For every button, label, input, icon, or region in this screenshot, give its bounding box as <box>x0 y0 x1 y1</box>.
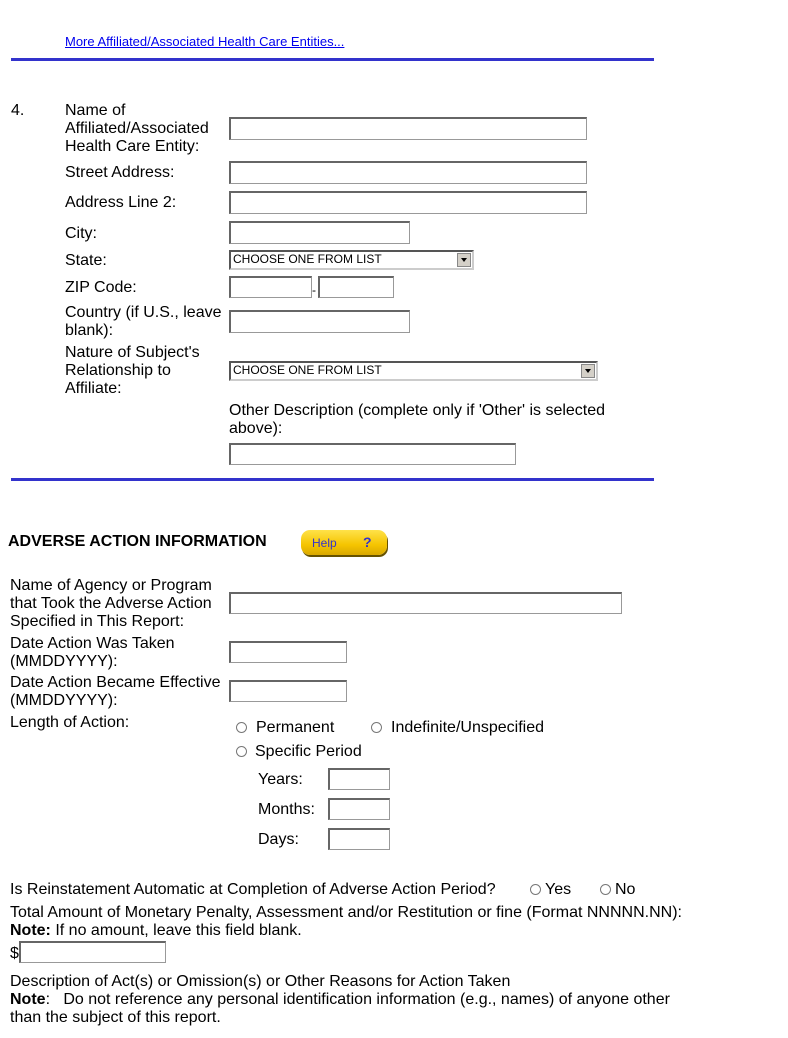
reinstatement-label: Is Reinstatement Automatic at Completion of Adverse Action Period? <box>10 881 496 898</box>
note-text: If no amount, leave this field blank. <box>50 922 302 939</box>
note-label: Note <box>10 991 46 1008</box>
note-text: : Do not reference any personal identification information (e.g., names) of anyone other than the subject of this report. <box>10 991 675 1026</box>
nature-label: Nature of Subject's Relationship to Affiliate: <box>65 344 200 397</box>
other-description-label: Other Description (complete only if 'Other' is selected above): <box>229 402 606 437</box>
nature-select[interactable] <box>229 361 598 381</box>
date-effective-input[interactable] <box>229 680 347 702</box>
address2-input[interactable] <box>229 191 587 214</box>
date-taken-label: Date Action Was Taken (MMDDYYYY): <box>10 635 175 670</box>
permanent-label: Permanent <box>256 719 335 736</box>
reinstatement-yes-radio[interactable] <box>530 884 541 895</box>
agency-input[interactable] <box>229 592 622 614</box>
zip-separator: - <box>312 283 316 297</box>
length-label: Length of Action: <box>10 714 130 731</box>
street-input[interactable] <box>229 161 587 184</box>
help-button[interactable] <box>301 530 387 555</box>
date-effective-label: Date Action Became Effective (MMDDYYYY): <box>10 674 221 709</box>
no-label: No <box>615 881 636 898</box>
zip-label: ZIP Code: <box>65 279 137 296</box>
section-heading: ADVERSE ACTION INFORMATION <box>8 533 267 550</box>
other-description-input[interactable] <box>229 443 516 465</box>
state-value: CHOOSE ONE FROM LIST <box>233 252 382 266</box>
penalty-input[interactable] <box>19 941 166 963</box>
city-input[interactable] <box>229 221 410 244</box>
years-input[interactable] <box>328 768 390 790</box>
entity-name-label: Name of Affiliated/Associated Health Care Entity: <box>65 102 209 155</box>
penalty-label: Total Amount of Monetary Penalty, Assessment and/or Restitution or fine (Format NNNNN.NN): <box>10 904 682 921</box>
divider <box>11 58 654 61</box>
specific-period-radio[interactable] <box>236 746 247 757</box>
chevron-down-icon[interactable] <box>457 253 471 267</box>
years-label: Years: <box>258 771 303 788</box>
section-number: 4. <box>11 102 25 119</box>
zip-input[interactable] <box>229 276 312 298</box>
state-label: State: <box>65 252 107 269</box>
description-note <box>10 991 685 1027</box>
country-label: Country (if U.S., leave blank): <box>65 304 222 339</box>
nature-value: CHOOSE ONE FROM LIST <box>233 363 382 377</box>
help-label: Help <box>312 536 337 550</box>
indefinite-radio[interactable] <box>371 722 382 733</box>
days-label: Days: <box>258 831 299 848</box>
street-label: Street Address: <box>65 164 175 181</box>
description-label: Description of Act(s) or Omission(s) or Other Reasons for Action Taken <box>10 973 511 990</box>
address2-label: Address Line 2: <box>65 194 177 211</box>
question-icon: ? <box>363 534 372 550</box>
reinstatement-no-radio[interactable] <box>600 884 611 895</box>
months-label: Months: <box>258 801 315 818</box>
months-input[interactable] <box>328 798 390 820</box>
permanent-radio[interactable] <box>236 722 247 733</box>
country-input[interactable] <box>229 310 410 333</box>
indefinite-label: Indefinite/Unspecified <box>391 719 544 736</box>
city-label: City: <box>65 225 97 242</box>
note-label: Note: <box>10 922 51 939</box>
dollar-sign: $ <box>10 945 19 962</box>
agency-label: Name of Agency or Program that Took the Adverse Action Specified in This Report: <box>10 577 212 630</box>
date-taken-input[interactable] <box>229 641 347 663</box>
yes-label: Yes <box>545 881 572 898</box>
penalty-note <box>10 922 302 940</box>
entity-name-input[interactable] <box>229 117 587 140</box>
chevron-down-icon[interactable] <box>581 364 595 378</box>
zip-ext-input[interactable] <box>318 276 394 298</box>
divider <box>11 478 654 481</box>
state-select[interactable] <box>229 250 474 270</box>
days-input[interactable] <box>328 828 390 850</box>
specific-period-label: Specific Period <box>255 743 362 760</box>
more-entities-link[interactable]: More Affiliated/Associated Health Care Entities... <box>65 34 345 49</box>
